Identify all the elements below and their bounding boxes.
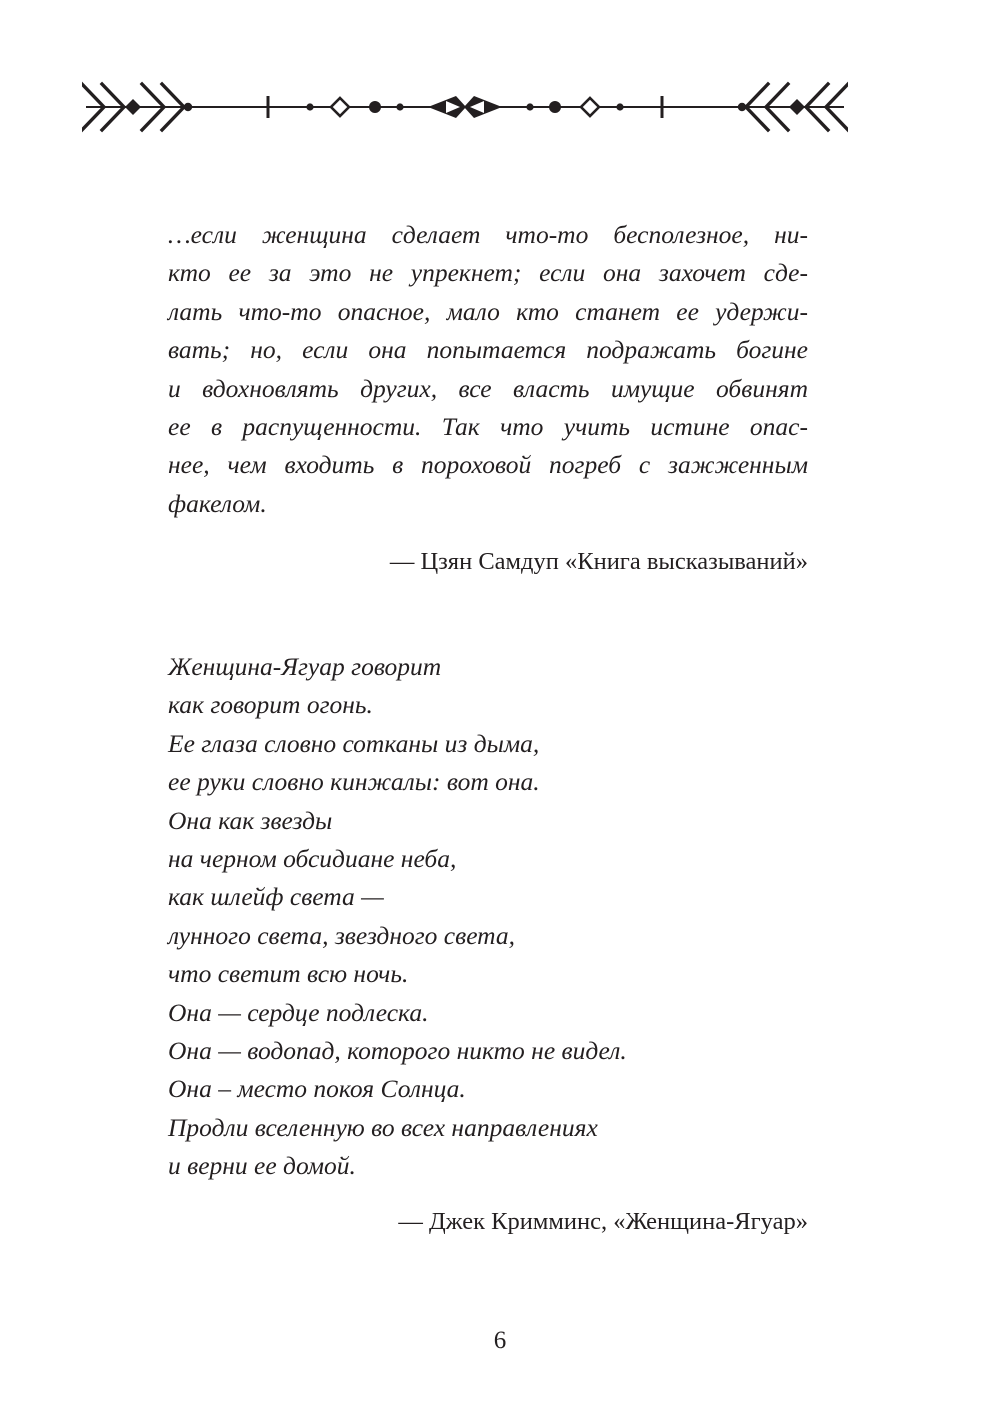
epigraph-poem-attribution: — Джек Кримминс, «Женщина-Ягуар» <box>398 1208 808 1235</box>
poem-line: Женщина-Ягуар говорит <box>168 652 442 681</box>
quote-line: лать что-то опасное, мало кто станет ее удержи- <box>168 296 808 326</box>
quote-line: ее в распущенности. Так что учить истине опас- <box>168 412 808 442</box>
poem-line: Она — сердце подлеска. <box>168 997 429 1027</box>
poem-line: Продли вселенную во всех направлениях <box>168 1112 598 1142</box>
quote-line: нее, чем входить в пороховой погреб с зажженным <box>168 450 808 480</box>
quote-line: …если женщина сделает что-то бесполезное, ни- <box>168 220 808 249</box>
epigraph-prose <box>168 216 808 523</box>
quote-line: кто ее за это не упрекнет; если она захочет сде- <box>168 258 808 288</box>
poem-line: ее руки словно кинжалы: вот она. <box>168 767 540 797</box>
poem-line: на черном обсидиане неба, <box>168 844 457 874</box>
epigraph-prose-attribution: — Цзян Самдуп «Книга высказываний» <box>389 548 808 575</box>
poem-line: что светит всю ночь. <box>168 959 409 989</box>
poem-line: Ее глаза словно сотканы из дыма, <box>168 728 540 758</box>
quote-line: факелом. <box>168 488 267 518</box>
poem-line: лунного света, звездного света, <box>168 920 516 950</box>
poem-line: Она — водопад, которого никто не видел. <box>168 1036 627 1066</box>
page-number: 6 <box>493 1327 507 1354</box>
poem-line: как говорит огонь. <box>168 690 373 720</box>
quote-line: вать; но, если она попытается подражать богине <box>168 335 808 365</box>
poem-line: как шлейф света — <box>168 882 384 912</box>
tribal-arrow-border-icon <box>82 80 848 134</box>
poem-line: и верни ее домой. <box>168 1151 356 1181</box>
epigraph-poem <box>168 648 808 1186</box>
poem-line: Она – место покоя Солнца. <box>168 1074 466 1104</box>
quote-line: и вдохновлять других, все власть имущие обвинят <box>168 373 808 403</box>
poem-line: Она как звезды <box>168 805 333 835</box>
